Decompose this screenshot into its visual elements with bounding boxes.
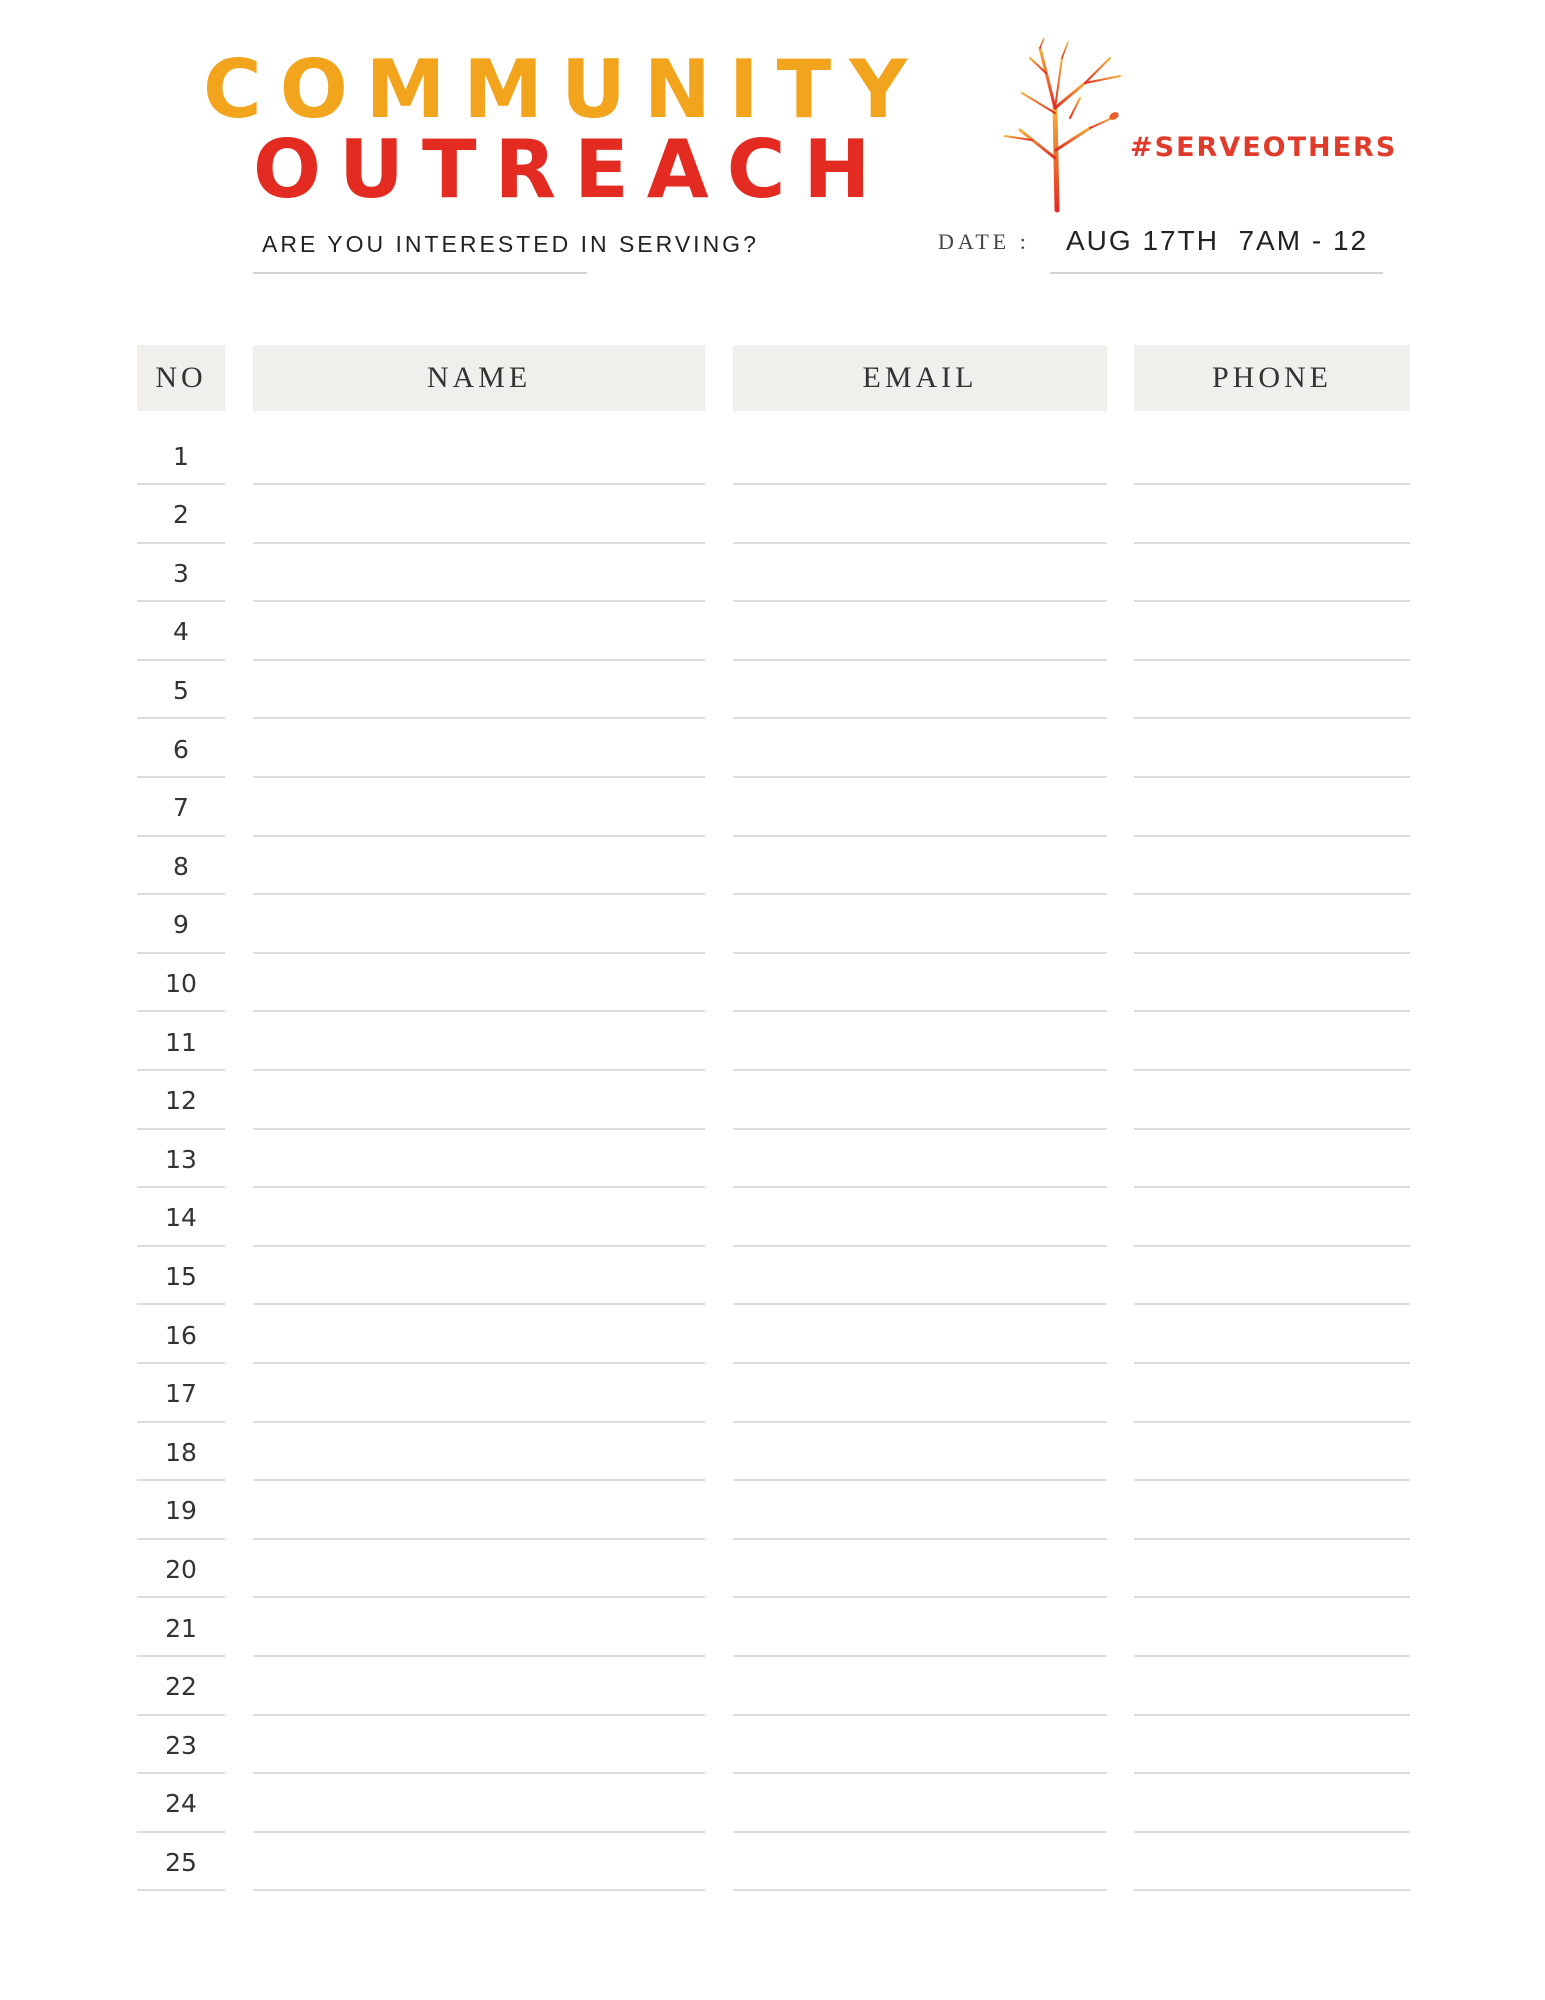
row-number: 8 xyxy=(173,851,189,881)
row-number: 23 xyxy=(165,1730,197,1760)
table-row xyxy=(0,1189,1545,1247)
date-value: AUG 17TH 7AM - 12 xyxy=(1066,225,1369,256)
row-number: 20 xyxy=(165,1554,197,1584)
table-row xyxy=(0,720,1545,778)
row-number-line xyxy=(137,1889,225,1891)
page-title-line1: COMMUNITY xyxy=(203,43,926,136)
email-entry-line[interactable] xyxy=(733,1889,1107,1891)
row-number: 13 xyxy=(165,1144,197,1174)
table-row xyxy=(0,896,1545,954)
row-number: 21 xyxy=(165,1613,197,1643)
table-row xyxy=(0,486,1545,544)
row-number: 2 xyxy=(173,500,189,530)
row-number: 9 xyxy=(173,910,189,940)
table-row xyxy=(0,1658,1545,1716)
row-number: 1 xyxy=(173,441,189,471)
date-underline xyxy=(1050,272,1383,274)
row-number: 16 xyxy=(165,1320,197,1350)
hashtag: #SERVEOTHERS xyxy=(1130,132,1398,163)
table-row xyxy=(0,1013,1545,1071)
table-row xyxy=(0,427,1545,485)
table-row xyxy=(0,1130,1545,1188)
row-number: 25 xyxy=(165,1847,197,1877)
row-number: 6 xyxy=(173,734,189,764)
row-number: 7 xyxy=(173,793,189,823)
row-number: 10 xyxy=(165,968,197,998)
phone-entry-line[interactable] xyxy=(1134,1889,1410,1891)
table-row xyxy=(0,1775,1545,1833)
name-entry-line[interactable] xyxy=(253,1889,705,1891)
bare-tree-icon xyxy=(1000,38,1140,213)
table-row xyxy=(0,1365,1545,1423)
table-row xyxy=(0,661,1545,719)
row-number: 14 xyxy=(165,1203,197,1233)
table-row xyxy=(0,837,1545,895)
column-header-email: EMAIL xyxy=(733,345,1107,411)
column-header-phone: PHONE xyxy=(1134,345,1410,411)
row-number: 22 xyxy=(165,1672,197,1702)
table-row xyxy=(0,1306,1545,1364)
row-number: 24 xyxy=(165,1789,197,1819)
date-label: DATE : xyxy=(938,229,1030,254)
table-row xyxy=(0,1072,1545,1130)
table-row xyxy=(0,1599,1545,1657)
subtitle-underline xyxy=(253,272,587,274)
column-header-name: NAME xyxy=(253,345,705,411)
row-number: 11 xyxy=(165,1027,197,1057)
table-row xyxy=(0,779,1545,837)
table-row xyxy=(0,954,1545,1012)
column-header-no: NO xyxy=(137,345,225,411)
table-row xyxy=(0,1423,1545,1481)
row-number: 19 xyxy=(165,1496,197,1526)
table-row xyxy=(0,603,1545,661)
row-number: 4 xyxy=(173,617,189,647)
row-number: 3 xyxy=(173,558,189,588)
table-row xyxy=(0,1482,1545,1540)
row-number: 17 xyxy=(165,1379,197,1409)
row-number: 12 xyxy=(165,1086,197,1116)
table-row xyxy=(0,1247,1545,1305)
subtitle: ARE YOU INTERESTED IN SERVING? xyxy=(262,231,759,257)
table-row xyxy=(0,1833,1545,1891)
table-row xyxy=(0,544,1545,602)
table-row xyxy=(0,1716,1545,1774)
row-number: 18 xyxy=(165,1437,197,1467)
row-number: 15 xyxy=(165,1261,197,1291)
row-number: 5 xyxy=(173,675,189,705)
table-row xyxy=(0,1540,1545,1598)
page-title-line2: OUTREACH xyxy=(253,123,889,216)
